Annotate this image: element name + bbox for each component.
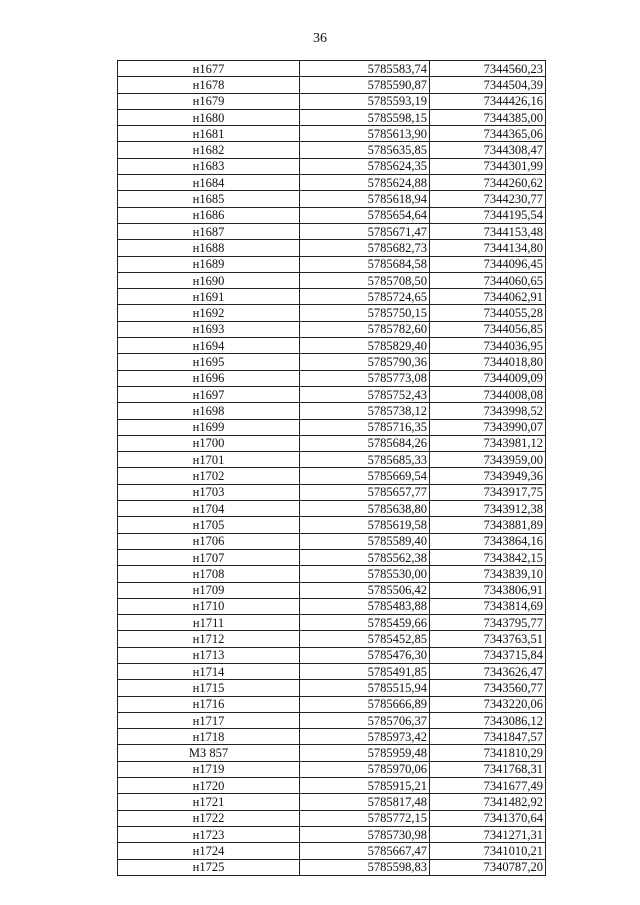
page-number: 36 (313, 31, 327, 46)
y-coordinate-cell: 7343881,89 (430, 517, 546, 533)
y-coordinate-cell: 7344060,65 (430, 272, 546, 288)
table-row (118, 305, 546, 321)
x-coordinate-cell: 5785618,94 (300, 191, 430, 207)
x-coordinate-cell: 5785624,35 (300, 158, 430, 174)
table-row (118, 810, 546, 826)
x-coordinate-cell: 5785730,98 (300, 826, 430, 842)
x-coordinate-cell: 5785624,88 (300, 175, 430, 191)
x-coordinate-cell: 5785772,15 (300, 810, 430, 826)
table-row (118, 354, 546, 370)
point-id-cell: н1693 (118, 321, 300, 337)
table-row (118, 289, 546, 305)
point-id-cell: н1704 (118, 501, 300, 517)
y-coordinate-cell: 7341271,31 (430, 826, 546, 842)
point-id-cell: н1724 (118, 843, 300, 859)
table-row (118, 631, 546, 647)
table-row (118, 647, 546, 663)
table-row (118, 761, 546, 777)
x-coordinate-cell: 5785635,85 (300, 142, 430, 158)
point-id-cell: н1710 (118, 598, 300, 614)
point-id-cell: н1712 (118, 631, 300, 647)
point-id-cell: н1692 (118, 305, 300, 321)
point-id-cell: н1687 (118, 223, 300, 239)
y-coordinate-cell: 7343981,12 (430, 435, 546, 451)
y-coordinate-cell: 7341677,49 (430, 778, 546, 794)
point-id-cell: н1708 (118, 566, 300, 582)
point-id-cell: н1723 (118, 826, 300, 842)
y-coordinate-cell: 7343715,84 (430, 647, 546, 663)
x-coordinate-cell: 5785459,66 (300, 615, 430, 631)
x-coordinate-cell: 5785790,36 (300, 354, 430, 370)
table-row (118, 680, 546, 696)
x-coordinate-cell: 5785654,64 (300, 207, 430, 223)
x-coordinate-cell: 5785619,58 (300, 517, 430, 533)
point-id-cell: н1688 (118, 240, 300, 256)
table-row (118, 93, 546, 109)
y-coordinate-cell: 7343998,52 (430, 403, 546, 419)
table-row (118, 126, 546, 142)
y-coordinate-cell: 7341847,57 (430, 729, 546, 745)
point-id-cell: н1696 (118, 370, 300, 386)
table-row (118, 240, 546, 256)
x-coordinate-cell: 5785491,85 (300, 663, 430, 679)
table-row (118, 77, 546, 93)
point-id-cell: н1718 (118, 729, 300, 745)
table-row (118, 386, 546, 402)
table-row (118, 794, 546, 810)
table-row (118, 696, 546, 712)
y-coordinate-cell: 7344036,95 (430, 338, 546, 354)
x-coordinate-cell: 5785452,85 (300, 631, 430, 647)
y-coordinate-cell: 7341810,29 (430, 745, 546, 761)
y-coordinate-cell: 7344385,00 (430, 109, 546, 125)
table-row (118, 338, 546, 354)
table-row (118, 468, 546, 484)
table-row (118, 272, 546, 288)
y-coordinate-cell: 7344153,48 (430, 223, 546, 239)
point-id-cell: н1683 (118, 158, 300, 174)
point-id-cell: н1709 (118, 582, 300, 598)
point-id-cell: н1705 (118, 517, 300, 533)
point-id-cell: н1685 (118, 191, 300, 207)
point-id-cell: н1681 (118, 126, 300, 142)
x-coordinate-cell: 5785724,65 (300, 289, 430, 305)
x-coordinate-cell: 5785506,42 (300, 582, 430, 598)
table-row (118, 175, 546, 191)
y-coordinate-cell: 7341010,21 (430, 843, 546, 859)
y-coordinate-cell: 7344230,77 (430, 191, 546, 207)
y-coordinate-cell: 7343864,16 (430, 533, 546, 549)
point-id-cell: н1721 (118, 794, 300, 810)
point-id-cell: н1701 (118, 452, 300, 468)
table-row (118, 826, 546, 842)
table-row (118, 598, 546, 614)
table-row (118, 223, 546, 239)
table-row (118, 549, 546, 565)
y-coordinate-cell: 7343949,36 (430, 468, 546, 484)
point-id-cell: н1717 (118, 712, 300, 728)
y-coordinate-cell: 7344195,54 (430, 207, 546, 223)
table-row (118, 745, 546, 761)
x-coordinate-cell: 5785483,88 (300, 598, 430, 614)
x-coordinate-cell: 5785589,40 (300, 533, 430, 549)
point-id-cell: н1686 (118, 207, 300, 223)
table-row (118, 419, 546, 435)
y-coordinate-cell: 7344504,39 (430, 77, 546, 93)
table-row (118, 517, 546, 533)
coordinates-table (117, 60, 546, 876)
coordinates-table-body (118, 61, 546, 876)
x-coordinate-cell: 5785669,54 (300, 468, 430, 484)
table-row (118, 859, 546, 875)
point-id-cell: н1679 (118, 93, 300, 109)
y-coordinate-cell: 7341370,64 (430, 810, 546, 826)
point-id-cell: н1719 (118, 761, 300, 777)
table-row (118, 582, 546, 598)
x-coordinate-cell: 5785750,15 (300, 305, 430, 321)
table-row (118, 321, 546, 337)
point-id-cell: н1706 (118, 533, 300, 549)
point-id-cell: н1697 (118, 386, 300, 402)
table-row (118, 484, 546, 500)
y-coordinate-cell: 7343917,75 (430, 484, 546, 500)
x-coordinate-cell: 5785638,80 (300, 501, 430, 517)
y-coordinate-cell: 7343806,91 (430, 582, 546, 598)
y-coordinate-cell: 7343912,38 (430, 501, 546, 517)
table-row (118, 615, 546, 631)
point-id-cell: н1707 (118, 549, 300, 565)
x-coordinate-cell: 5785562,38 (300, 549, 430, 565)
x-coordinate-cell: 5785773,08 (300, 370, 430, 386)
table-row (118, 142, 546, 158)
point-id-cell: н1720 (118, 778, 300, 794)
table-row (118, 452, 546, 468)
x-coordinate-cell: 5785959,48 (300, 745, 430, 761)
table-row (118, 403, 546, 419)
x-coordinate-cell: 5785583,74 (300, 61, 430, 77)
x-coordinate-cell: 5785671,47 (300, 223, 430, 239)
point-id-cell: н1713 (118, 647, 300, 663)
point-id-cell: н1695 (118, 354, 300, 370)
x-coordinate-cell: 5785657,77 (300, 484, 430, 500)
y-coordinate-cell: 7340787,20 (430, 859, 546, 875)
y-coordinate-cell: 7341768,31 (430, 761, 546, 777)
table-row (118, 778, 546, 794)
point-id-cell: н1722 (118, 810, 300, 826)
table-row (118, 533, 546, 549)
table-row (118, 370, 546, 386)
point-id-cell: н1680 (118, 109, 300, 125)
y-coordinate-cell: 7343220,06 (430, 696, 546, 712)
point-id-cell: н1684 (118, 175, 300, 191)
point-id-cell: н1703 (118, 484, 300, 500)
y-coordinate-cell: 7343560,77 (430, 680, 546, 696)
point-id-cell: н1690 (118, 272, 300, 288)
point-id-cell: н1702 (118, 468, 300, 484)
table-row (118, 435, 546, 451)
y-coordinate-cell: 7343086,12 (430, 712, 546, 728)
y-coordinate-cell: 7344009,09 (430, 370, 546, 386)
point-id-cell: н1694 (118, 338, 300, 354)
table-row (118, 663, 546, 679)
point-id-cell: н1691 (118, 289, 300, 305)
x-coordinate-cell: 5785667,47 (300, 843, 430, 859)
x-coordinate-cell: 5785515,94 (300, 680, 430, 696)
y-coordinate-cell: 7343959,00 (430, 452, 546, 468)
x-coordinate-cell: 5785613,90 (300, 126, 430, 142)
point-id-cell: н1725 (118, 859, 300, 875)
table-row (118, 729, 546, 745)
y-coordinate-cell: 7344301,99 (430, 158, 546, 174)
y-coordinate-cell: 7344426,16 (430, 93, 546, 109)
x-coordinate-cell: 5785706,37 (300, 712, 430, 728)
table-row (118, 207, 546, 223)
x-coordinate-cell: 5785593,19 (300, 93, 430, 109)
x-coordinate-cell: 5785973,42 (300, 729, 430, 745)
y-coordinate-cell: 7344260,62 (430, 175, 546, 191)
y-coordinate-cell: 7343842,15 (430, 549, 546, 565)
point-id-cell: н1716 (118, 696, 300, 712)
y-coordinate-cell: 7344308,47 (430, 142, 546, 158)
table-row (118, 501, 546, 517)
point-id-cell: н1714 (118, 663, 300, 679)
y-coordinate-cell: 7343839,10 (430, 566, 546, 582)
table-row (118, 191, 546, 207)
x-coordinate-cell: 5785817,48 (300, 794, 430, 810)
point-id-cell: н1698 (118, 403, 300, 419)
y-coordinate-cell: 7344062,91 (430, 289, 546, 305)
y-coordinate-cell: 7343626,47 (430, 663, 546, 679)
y-coordinate-cell: 7344018,80 (430, 354, 546, 370)
x-coordinate-cell: 5785716,35 (300, 419, 430, 435)
x-coordinate-cell: 5785738,12 (300, 403, 430, 419)
point-id-cell: н1682 (118, 142, 300, 158)
table-row (118, 566, 546, 582)
x-coordinate-cell: 5785915,21 (300, 778, 430, 794)
y-coordinate-cell: 7344365,06 (430, 126, 546, 142)
x-coordinate-cell: 5785752,43 (300, 386, 430, 402)
y-coordinate-cell: 7344055,28 (430, 305, 546, 321)
x-coordinate-cell: 5785598,15 (300, 109, 430, 125)
x-coordinate-cell: 5785782,60 (300, 321, 430, 337)
y-coordinate-cell: 7343990,07 (430, 419, 546, 435)
point-id-cell: н1700 (118, 435, 300, 451)
y-coordinate-cell: 7344560,23 (430, 61, 546, 77)
point-id-cell: н1677 (118, 61, 300, 77)
y-coordinate-cell: 7343814,69 (430, 598, 546, 614)
point-id-cell: н1689 (118, 256, 300, 272)
y-coordinate-cell: 7344096,45 (430, 256, 546, 272)
point-id-cell: н1699 (118, 419, 300, 435)
x-coordinate-cell: 5785970,06 (300, 761, 430, 777)
y-coordinate-cell: 7344008,08 (430, 386, 546, 402)
y-coordinate-cell: 7343763,51 (430, 631, 546, 647)
point-id-cell: МЗ 857 (118, 745, 300, 761)
x-coordinate-cell: 5785682,73 (300, 240, 430, 256)
x-coordinate-cell: 5785530,00 (300, 566, 430, 582)
table-row (118, 256, 546, 272)
table-row (118, 843, 546, 859)
table-row (118, 109, 546, 125)
x-coordinate-cell: 5785598,83 (300, 859, 430, 875)
y-coordinate-cell: 7344056,85 (430, 321, 546, 337)
x-coordinate-cell: 5785476,30 (300, 647, 430, 663)
x-coordinate-cell: 5785829,40 (300, 338, 430, 354)
x-coordinate-cell: 5785666,89 (300, 696, 430, 712)
table-row (118, 712, 546, 728)
point-id-cell: н1715 (118, 680, 300, 696)
table-row (118, 158, 546, 174)
point-id-cell: н1711 (118, 615, 300, 631)
table-row (118, 61, 546, 77)
y-coordinate-cell: 7344134,80 (430, 240, 546, 256)
x-coordinate-cell: 5785590,87 (300, 77, 430, 93)
y-coordinate-cell: 7343795,77 (430, 615, 546, 631)
point-id-cell: н1678 (118, 77, 300, 93)
x-coordinate-cell: 5785685,33 (300, 452, 430, 468)
x-coordinate-cell: 5785708,50 (300, 272, 430, 288)
x-coordinate-cell: 5785684,26 (300, 435, 430, 451)
x-coordinate-cell: 5785684,58 (300, 256, 430, 272)
y-coordinate-cell: 7341482,92 (430, 794, 546, 810)
